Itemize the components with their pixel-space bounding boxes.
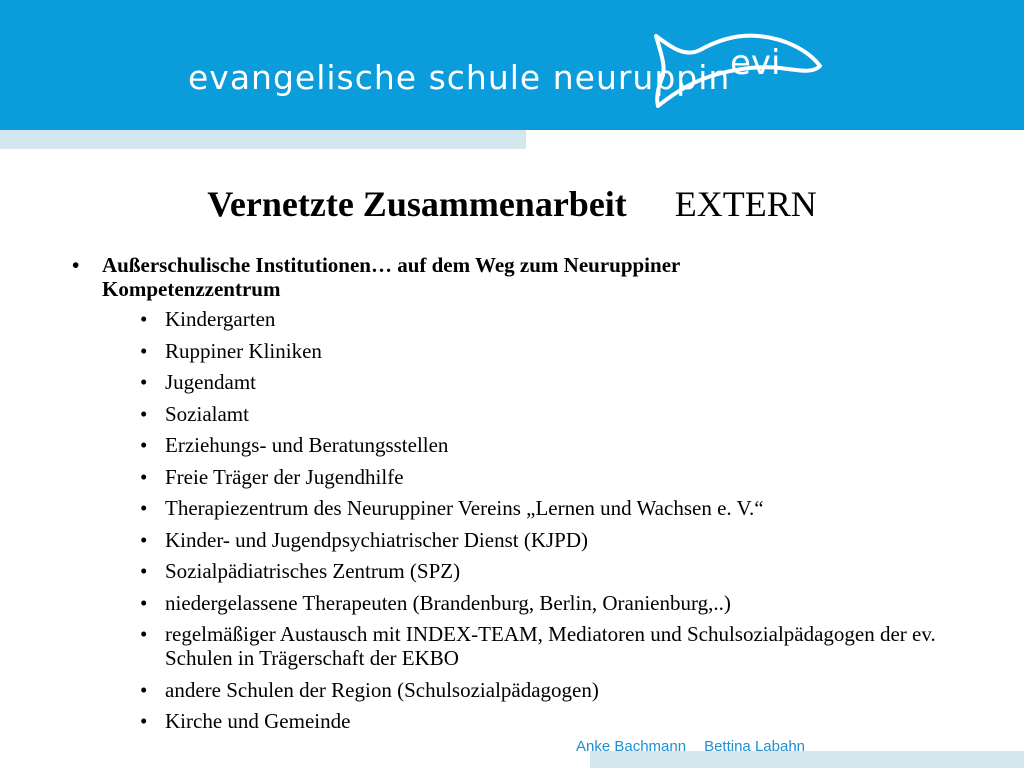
main-bullet xyxy=(72,253,832,301)
list-item xyxy=(140,709,940,733)
list-item xyxy=(140,528,940,552)
logo-evi-text: evi xyxy=(730,43,781,83)
list-item xyxy=(140,402,940,426)
school-name: evangelische schule neuruppin xyxy=(188,58,731,97)
slide-title xyxy=(0,183,1024,225)
footer-author-1: Anke Bachmann xyxy=(576,738,687,755)
bullet-dot: • xyxy=(72,253,80,277)
header-strip xyxy=(0,130,526,149)
list-item-text: Kirche und Gemeinde xyxy=(165,709,351,733)
list-item-text: Freie Träger der Jugendhilfe xyxy=(165,464,404,489)
list-item xyxy=(140,465,940,489)
list-item xyxy=(140,307,940,331)
title-tag: EXTERN xyxy=(674,184,817,224)
list-item-text: regelmäßiger Austausch mit INDEX-TEAM, Mediatoren und Schulsozialpädagogen der ev. Schulen in Trägerschaft der EKBO xyxy=(165,622,936,670)
bullet-dot: • xyxy=(140,370,148,394)
list-item xyxy=(140,496,940,520)
list-item-text: Erziehungs- und Beratungsstellen xyxy=(165,433,449,457)
list-item xyxy=(140,370,940,394)
bullet-dot: • xyxy=(140,709,148,733)
list-item xyxy=(140,591,940,615)
list-item-text: niedergelassene Therapeuten (Brandenburg, Berlin, Oranienburg,..) xyxy=(165,590,731,615)
bullet-dot: • xyxy=(140,677,148,702)
footer-author-2: Bettina Labahn xyxy=(704,738,805,755)
institution-list xyxy=(140,307,940,741)
bullet-dot: • xyxy=(140,401,148,426)
list-item xyxy=(140,622,940,670)
list-item xyxy=(140,433,940,457)
bullet-dot: • xyxy=(140,527,148,552)
bullet-dot: • xyxy=(140,464,148,489)
list-item xyxy=(140,559,940,583)
list-item-text: Jugendamt xyxy=(165,370,256,394)
list-item-text: Sozialamt xyxy=(165,401,249,426)
list-item-text: andere Schulen der Region (Schulsozialpädagogen) xyxy=(165,677,599,702)
title-main: Vernetzte Zusammenarbeit xyxy=(207,184,627,224)
bullet-dot: • xyxy=(140,590,148,615)
list-item-text: Therapiezentrum des Neuruppiner Vereins „Lernen und Wachsen e. V.“ xyxy=(165,496,764,520)
main-bullet-text: Außerschulische Institutionen… auf dem Weg zum Neuruppiner Kompetenzzentrum xyxy=(102,253,680,301)
list-item-text: Kindergarten xyxy=(165,307,276,331)
bullet-dot: • xyxy=(140,433,148,457)
list-item-text: Kinder- und Jugendpsychiatrischer Dienst (KJPD) xyxy=(165,527,588,552)
list-item xyxy=(140,339,940,363)
fish-icon xyxy=(648,26,828,110)
bullet-dot: • xyxy=(140,338,148,363)
bullet-dot: • xyxy=(140,496,148,520)
list-item-text: Sozialpädiatrisches Zentrum (SPZ) xyxy=(165,559,461,583)
list-item-text: Ruppiner Kliniken xyxy=(165,338,322,363)
bullet-dot: • xyxy=(140,559,148,583)
list-item xyxy=(140,678,940,702)
bullet-dot: • xyxy=(140,307,148,331)
bullet-dot: • xyxy=(140,622,148,646)
footer-authors xyxy=(576,738,805,755)
